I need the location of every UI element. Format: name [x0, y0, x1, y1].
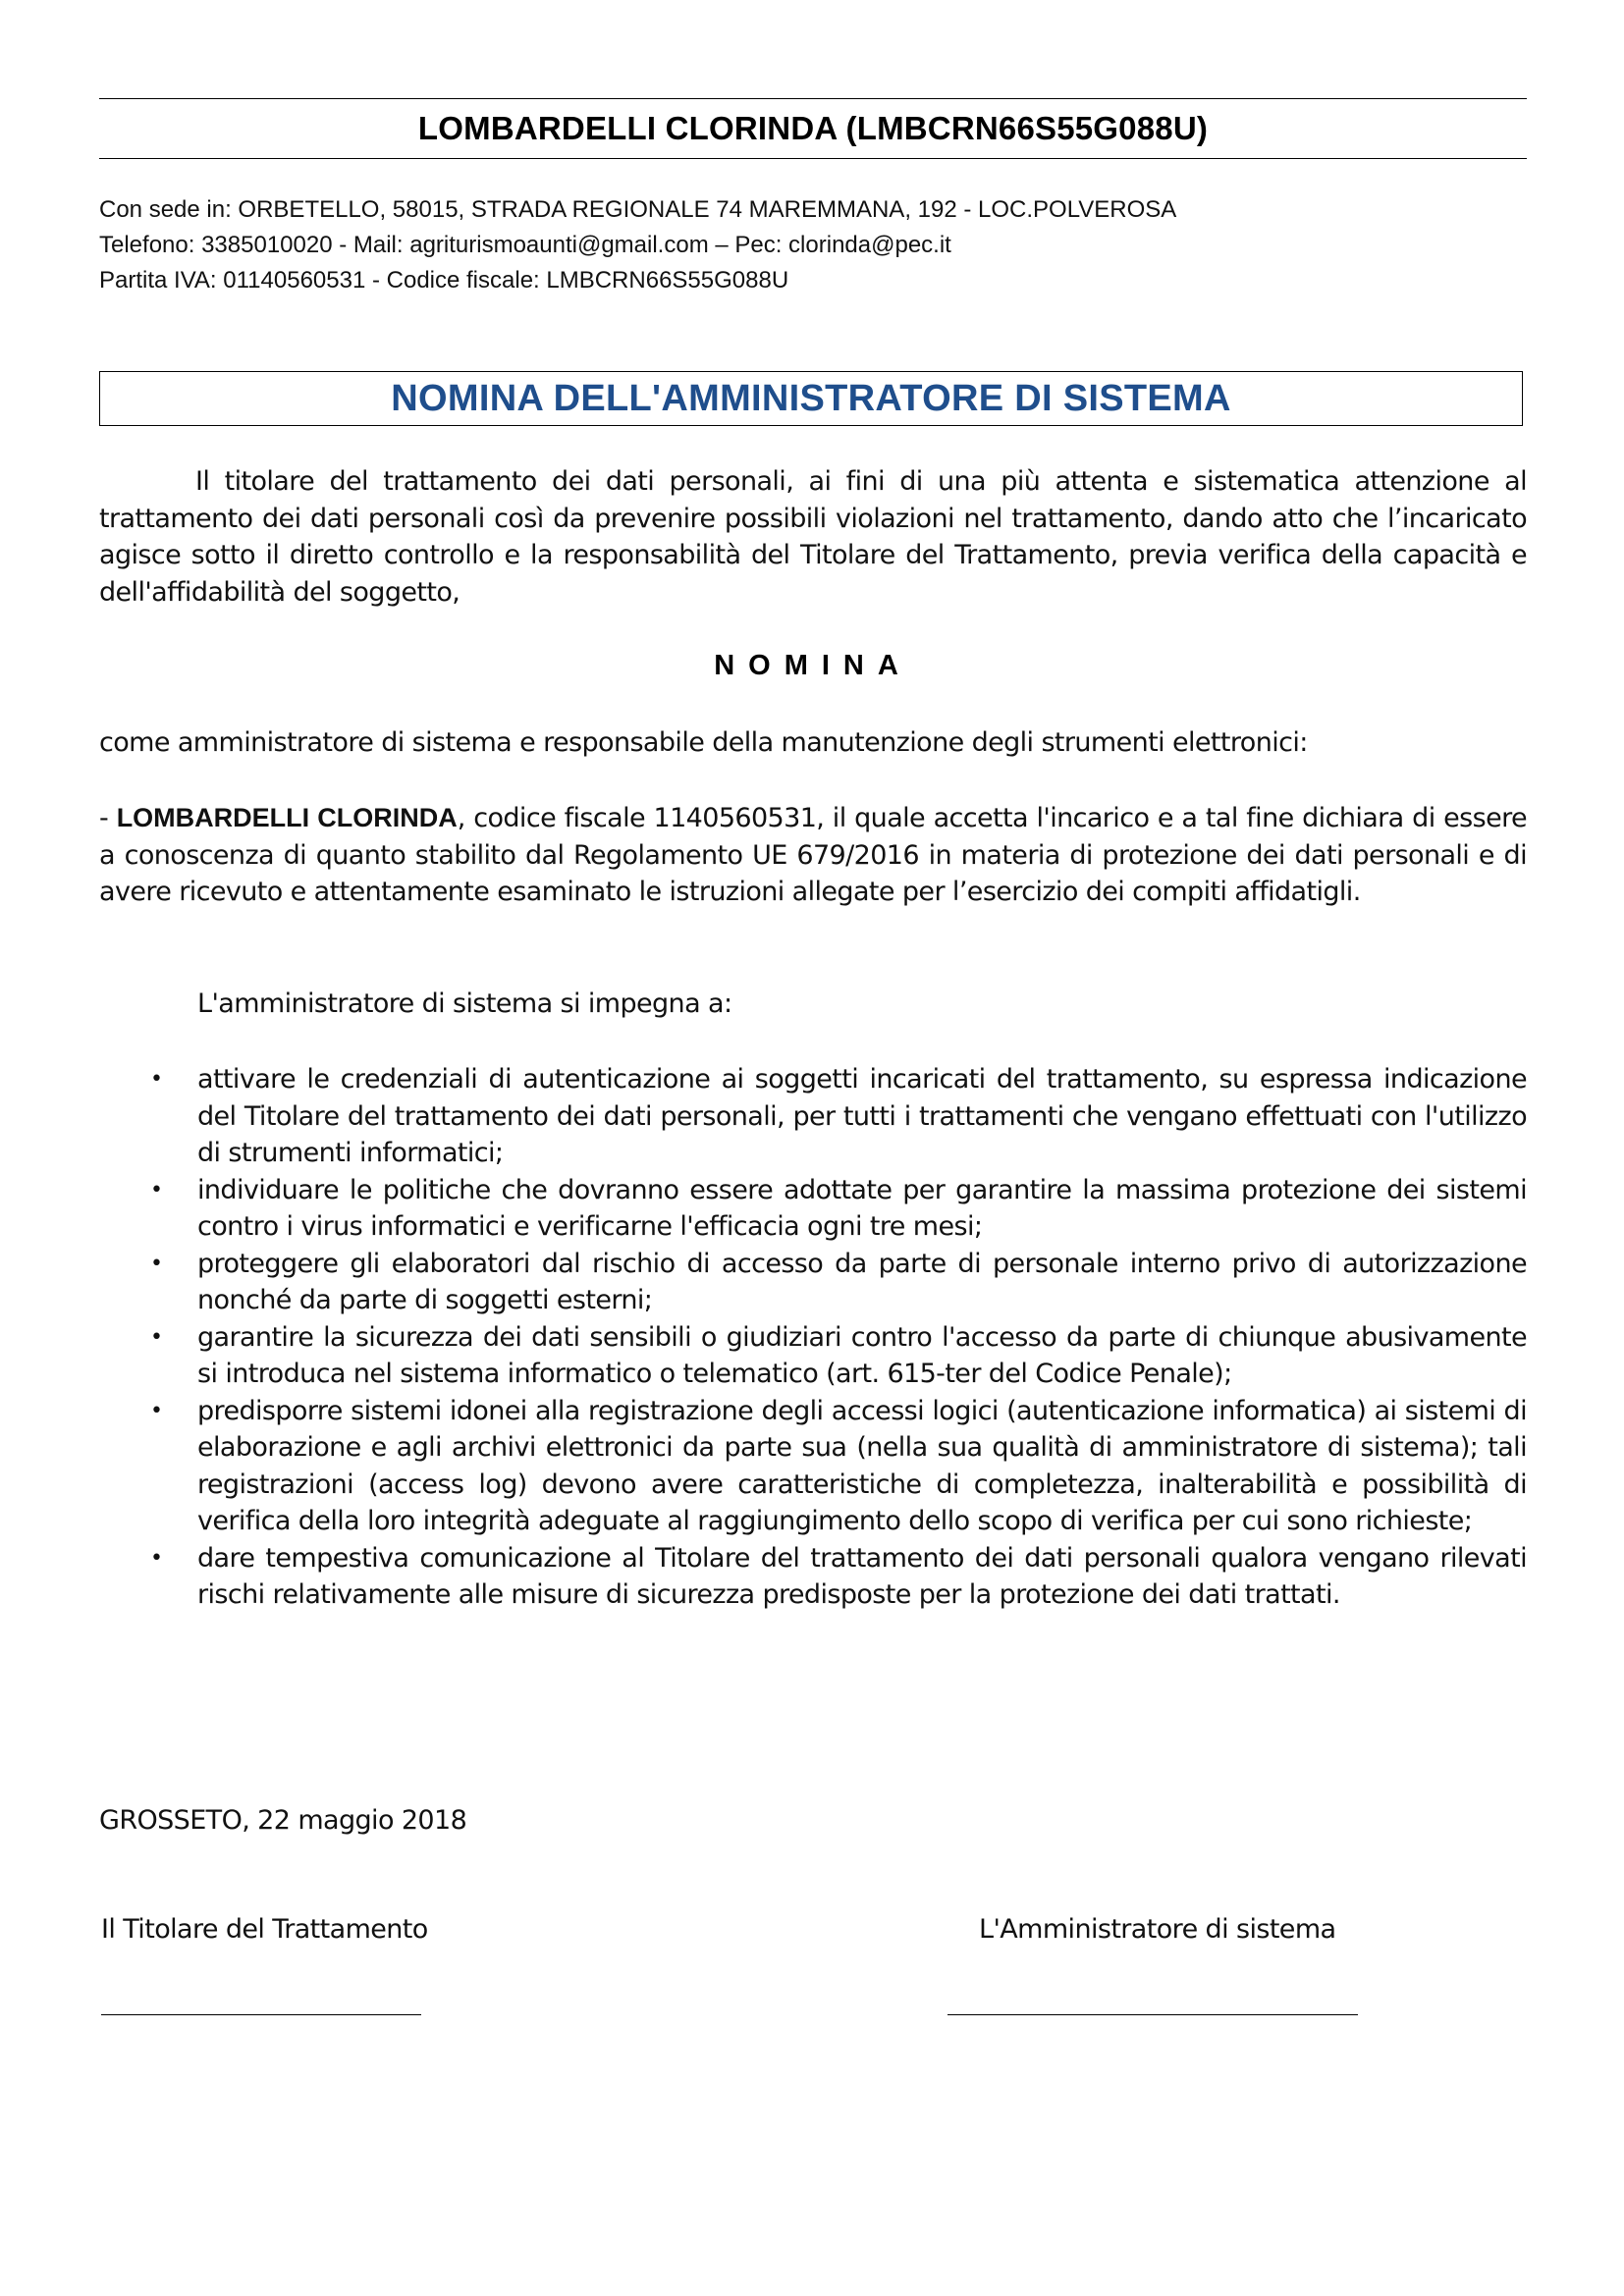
contact-block — [99, 192, 1527, 298]
bullet: • — [150, 1545, 163, 1571]
bullet: • — [150, 1067, 163, 1092]
signature-line-amministratore — [947, 2014, 1358, 2015]
company-header — [99, 98, 1527, 159]
appointee-name: LOMBARDELLI CLORINDA — [116, 803, 458, 832]
duty-list — [99, 1061, 1527, 1614]
signature-label-titolare: Il Titolare del Trattamento — [101, 1914, 428, 1945]
duty-text: proteggere gli elaboratori dal rischio di accesso da parte di personale interno privo di autorizzazione nonché da parte di soggetti esterni; — [197, 1248, 1527, 1315]
document-title: NOMINA DELL'AMMINISTRATORE DI SISTEMA — [391, 377, 1231, 419]
duty-text: garantire la sicurezza dei dati sensibili o giudiziari contro l'accesso da parte di chiunque abusivamente si introduca nel sistema informatico o telematico (art. 615-ter del Codice Penale); — [197, 1321, 1527, 1389]
list-item — [99, 1393, 1527, 1540]
bullet: • — [150, 1398, 163, 1423]
company-name: LOMBARDELLI CLORINDA (LMBCRN66S55G088U) — [417, 110, 1209, 146]
duty-text: individuare le politiche che dovranno essere adottate per garantire la massima protezione dei sistemi contro i virus informatici e verificarne l'efficacia ogni tre mesi; — [197, 1174, 1527, 1242]
list-item — [99, 1061, 1527, 1172]
contact-phone-mail: Telefono: 3385010020 - Mail: agriturismoaunti@gmail.com – Pec: clorinda@pec.it — [99, 232, 951, 258]
contact-vat-fiscal: Partita IVA: 01140560531 - Codice fiscale: LMBCRN66S55G088U — [99, 267, 789, 294]
list-item — [99, 1172, 1527, 1246]
appointee-paragraph — [99, 800, 1527, 911]
bullet: • — [150, 1177, 163, 1202]
appointee-prefix: - — [99, 803, 117, 833]
duty-text: predisporre sistemi idonei alla registrazione degli accessi logici (autenticazione informatica) ai sistemi di elaborazione e agli archivi elettronici da parte sua (nella sua qualità di amministratore di sistema); tali registrazioni (access log) devono avere caratteristiche di completezza, inalterabilità e possibilità di verifica della loro integrità adeguate al raggiungimento dello scopo di verifica per cui sono richieste; — [197, 1395, 1527, 1536]
duty-text: attivare le credenziali di autenticazione ai soggetti incaricati del trattamento, su espressa indicazione del Titolare del trattamento dei dati personali, per tutti i trattamenti che vengano effettuati con l'utilizzo di strumenti informatici; — [197, 1064, 1527, 1168]
signature-label-amministratore: L'Amministratore di sistema — [979, 1914, 1336, 1945]
contact-address: Con sede in: ORBETELLO, 58015, STRADA REGIONALE 74 MAREMMANA, 192 - LOC.POLVEROSA — [99, 196, 1177, 223]
appointee-text: , codice fiscale 1140560531, il quale accetta l'incarico e a tal fine dichiara di essere a conoscenza di quanto stabilito dal Regolamento UE 679/2016 in materia di protezione dei dati personali e di avere ricevuto e attentamente esaminato le istruzioni allegate per l’esercizio dei compiti affidatigli. — [99, 803, 1527, 907]
intro-paragraph: Il titolare del trattamento dei dati personali, ai fini di una più attenta e sistematica attenzione al trattamento dei dati personali così da prevenire possibili violazioni nel trattamento, dando atto che l’incaricato agisce sotto il diretto controllo e la responsabilità del Titolare del Trattamento, previa verifica della capacità e dell'affidabilità del soggetto, — [99, 466, 1527, 608]
list-item — [99, 1319, 1527, 1393]
list-item — [99, 1540, 1527, 1614]
nomina-heading: NOMINA — [714, 650, 912, 681]
place-date: GROSSETO, 22 maggio 2018 — [99, 1805, 467, 1836]
list-item — [99, 1246, 1527, 1319]
bullet: • — [150, 1251, 163, 1276]
bullet: • — [150, 1324, 163, 1350]
title-box — [99, 371, 1523, 426]
duty-text: dare tempestiva comunicazione al Titolare del trattamento dei dati personali qualora vengano rilevati rischi relativamente alle misure di sicurezza predisposte per la protezione dei dati trattati. — [197, 1542, 1527, 1610]
duties-intro: L'amministratore di sistema si impegna a: — [197, 988, 732, 1019]
signature-line-titolare — [101, 2014, 421, 2015]
role-line: come amministratore di sistema e responsabile della manutenzione degli strumenti elettronici: — [99, 727, 1308, 758]
